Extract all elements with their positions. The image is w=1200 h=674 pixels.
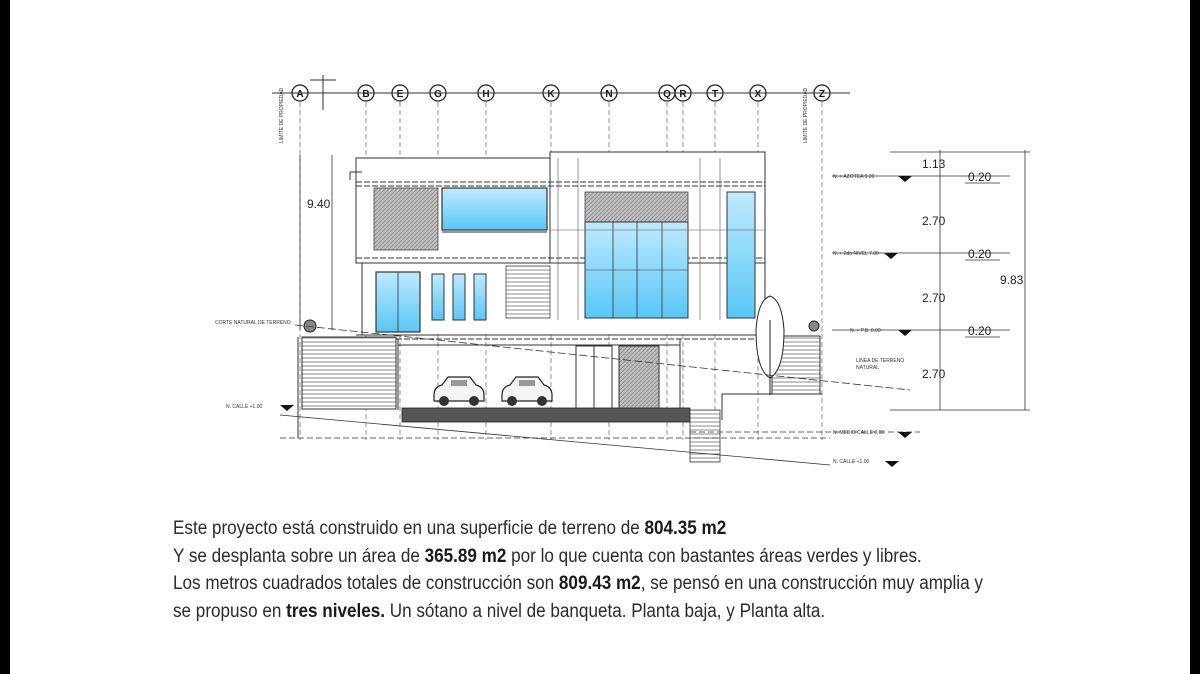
level-ground-label: N. + P.B. 0.00 (850, 328, 881, 334)
axis-label-z: Z (818, 89, 826, 100)
axis-label-x: X (754, 89, 762, 100)
louver-panel (506, 266, 550, 318)
level-second-label: N. + 2do NIVEL 7.00 (833, 251, 879, 257)
ground-window-3 (453, 274, 465, 320)
axis-label-a: A (296, 89, 304, 100)
terrain-area: 804.35 m2 (644, 518, 727, 539)
dimension-total: 9.83 (1000, 273, 1024, 287)
tall-window (727, 192, 755, 318)
axis-label-b: B (362, 89, 370, 100)
stone-panel-2 (585, 192, 688, 222)
description-line-2: Y se desplanta sobre un área de 365.89 m2 por lo que cuenta con bastantes áreas verdes y libres. (173, 545, 922, 567)
natural-line-label-1: LINEA DE TERRENO (856, 358, 905, 364)
axis-label-n: N (605, 89, 613, 100)
construction-area: 809.43 m2 (558, 573, 641, 594)
dimension-slab-3: 0.20 (968, 324, 992, 338)
dimension-level-3: 2.70 (922, 291, 946, 305)
dimension-left-height: 9.40 (307, 197, 331, 211)
car-1 (434, 377, 484, 406)
axis-label-k: K (547, 89, 555, 100)
dimension-slab-1: 0.20 (968, 170, 992, 184)
left-retaining-wall (302, 337, 396, 409)
description-line-4: se propuso en tres niveles. Un sótano a nivel de banqueta. Planta baja, y Planta alta. (173, 600, 826, 622)
footprint-area: 365.89 m2 (424, 545, 507, 567)
axis-label-e: E (396, 89, 404, 100)
levels-count: tres niveles. (286, 600, 385, 622)
page (10, 0, 1190, 674)
axis-label-h: H (482, 89, 490, 100)
stone-panel (374, 188, 438, 250)
level-street-label: N. CALLE +1.00 (833, 459, 870, 465)
axis-label-r: R (679, 89, 687, 100)
elevation-drawing (10, 0, 1190, 500)
level-basement-label: N. MEDIO CALLE 0.00 (833, 430, 885, 436)
terrain-cut-label: CORTE NATURAL DE TERRENO (215, 320, 291, 326)
shrub-right (809, 321, 819, 331)
dimension-level-2: 2.70 (922, 214, 946, 228)
description-line-1: Este proyecto está construido en una superficie de terreno de 804.35 m2 (173, 518, 727, 539)
axis-label-g: G (434, 89, 442, 100)
upper-window-1 (442, 188, 547, 230)
project-description (173, 515, 983, 625)
car-2 (502, 377, 552, 406)
axis-label-q: Q (663, 89, 671, 100)
dimension-level-4: 2.70 (922, 367, 946, 381)
axis-label-t: T (711, 89, 719, 100)
ground-window-4 (474, 274, 486, 320)
natural-line-label-2: NATURAL (856, 365, 879, 371)
dimension-slab-2: 0.20 (968, 247, 992, 261)
dimension-level-1: 1.13 (922, 157, 946, 171)
basement-floor (402, 408, 690, 422)
property-limit-left: LIMITE DE PROPIEDAD (279, 87, 285, 143)
level-street-left-label: N. CALLE +1.00 (226, 404, 263, 410)
shrub-left (304, 320, 316, 332)
level-roof-label: N. + AZOTEA 9.20 (833, 174, 875, 180)
ground-window-2 (432, 274, 444, 320)
property-limit-right: LIMITE DE PROPIEDAD (803, 87, 809, 143)
description-line-3: Los metros cuadrados totales de construcción son 809.43 m2, se pensó en una construcción muy amplia y (173, 573, 983, 594)
